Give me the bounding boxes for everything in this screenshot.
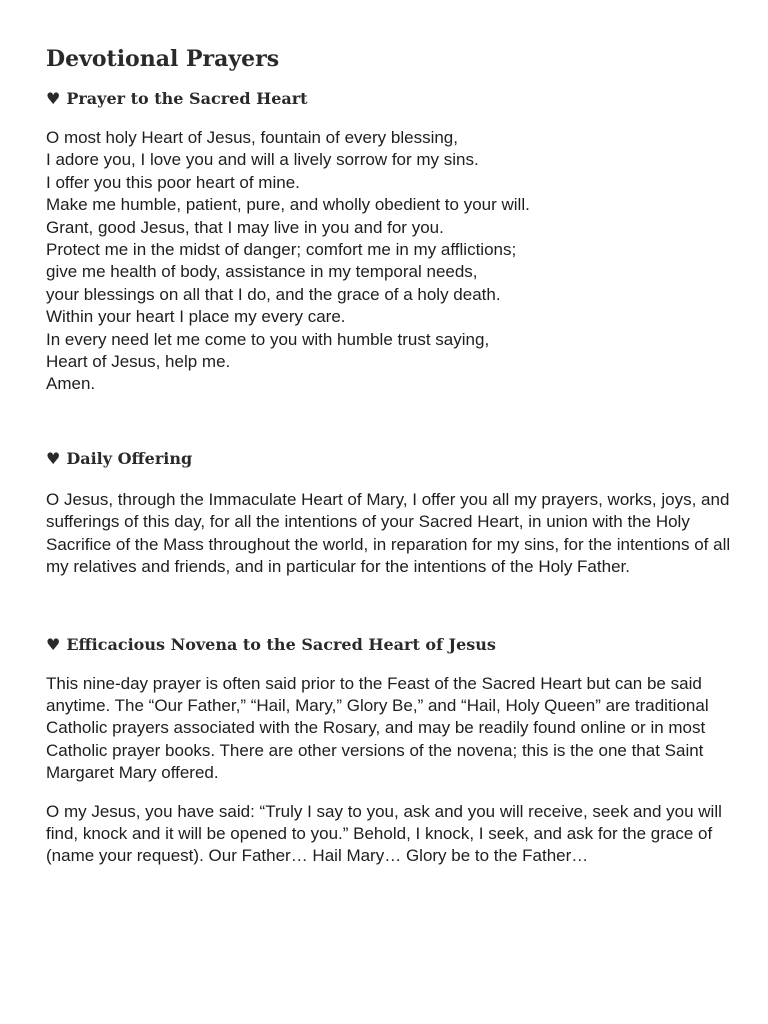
section-heading [46,88,736,110]
prayer-line: I offer you this poor heart of mine. [46,172,300,192]
prayer-line: your blessings on all that I do, and the grace of a holy death. [46,284,501,304]
prayer-line: In every need let me come to you with humble trust saying, [46,329,490,349]
section-sacred-heart-prayer [46,88,736,396]
prayer-line: Protect me in the midst of danger; comfort me in my afflictions; [46,240,517,260]
document-title: Devotional Prayers [46,46,280,72]
prayer-line: Make me humble, patient, pure, and wholly obedient to your will. [46,195,530,215]
prayer-line: O most holy Heart of Jesus, fountain of every blessing, [46,128,458,147]
prayer-line: Heart of Jesus, help me. [46,352,231,372]
prayer-line: I adore you, I love you and will a lively sorrow for my sins. [46,150,479,170]
prayer-text [46,127,736,396]
section-efficacious-novena [46,634,736,868]
prayer-line: Grant, good Jesus, that I may live in you and for you. [46,217,444,237]
prayer-line: give me health of body, assistance in my temporal needs, [46,262,478,282]
paragraph: This nine-day prayer is often said prior to the Feast of the Sacred Heart but can be said anytime. The “Our Father,” “Hail, Mary,” Glory Be,” and “Hail, Holy Queen” are traditional Catholic prayers associated with the Rosary, and may be readily found online or in most Catholic prayer books. There are other versions of the novena; this is the one that Saint Margaret Mary offered. [46,673,709,783]
document-page [46,44,736,868]
section-heading-label: Efficacious Novena to the Sacred Heart of Jesus [66,634,496,654]
prayer-line: Amen. [46,374,96,394]
paragraph: O Jesus, through the Immaculate Heart of Mary, I offer you all my prayers, works, joys, and sufferings of this day, for all the intentions of your Sacred Heart, in union with the Holy Sacrifice of the Mass throughout the world, in reparation for my sins, for the intentions of all my relatives and friends, and in particular for the intentions of the Holy Father. [46,489,731,577]
heart-icon: ♥ [46,448,61,468]
heart-icon: ♥ [46,89,61,108]
section-heading-label: Prayer to the Sacred Heart [66,89,308,108]
heart-icon: ♥ [46,634,61,654]
paragraph: O my Jesus, you have said: “Truly I say to you, ask and you will receive, seek and you will find, knock and it will be opened to you.” Behold, I knock, I seek, and ask for the grace of (name your request). Our Father… Hail Mary… Glory be to the Father… [46,801,722,866]
section-daily-offering [46,448,736,579]
section-heading [46,448,736,470]
section-heading-label: Daily Offering [66,448,193,468]
section-heading [46,634,736,656]
prayer-line: Within your heart I place my every care. [46,307,346,327]
